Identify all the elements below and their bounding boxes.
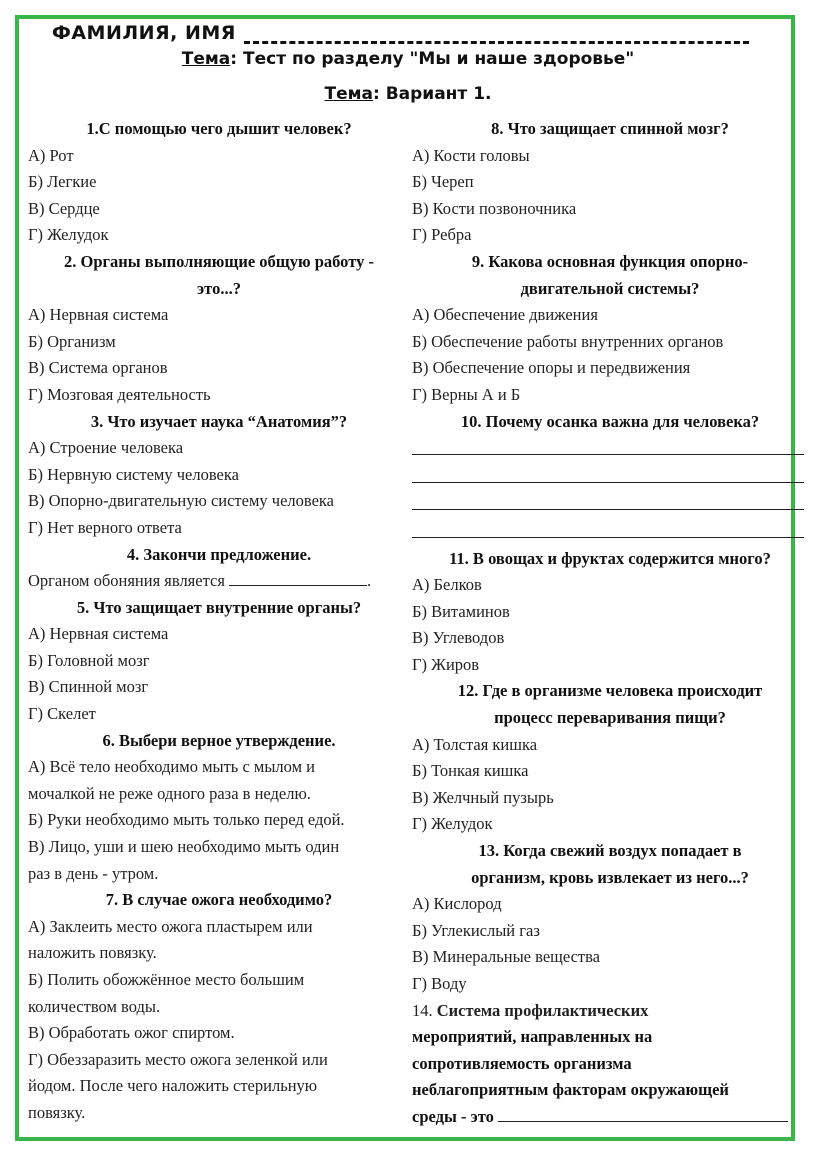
answer-option[interactable]: Б) Полить обожжённое место большим [28,970,305,989]
question-heading [412,998,808,1025]
answer-option[interactable]: Б) Нервную систему человека [28,464,239,484]
answer-option[interactable]: В) Спинной мозг [28,677,149,697]
answer-option[interactable]: мочалкой не реже одного раза в неделю. [28,783,311,803]
answer-option[interactable]: В) Минеральные вещества [412,947,601,967]
answer-blank-line[interactable] [412,435,804,455]
question-heading: мероприятий, направленных на [412,1027,653,1047]
answer-option[interactable]: количеством воды. [28,996,161,1016]
name-blank[interactable] [244,27,749,44]
question-heading: процесс переваривания пищи? [494,708,726,728]
fill-in-text: Органом обоняния является [28,571,225,591]
variant-heading [0,84,816,104]
answer-option[interactable]: А) Кости головы [412,145,530,165]
answer-option[interactable]: Б) Головной мозг [28,650,150,670]
topic-heading [0,49,816,69]
fill-in-end: . [367,571,372,591]
question-heading: 11. В овощах и фруктах содержится много? [449,548,771,568]
variant-word: Тема [324,84,373,104]
question-heading: двигательной системы? [520,278,700,298]
topic-word: Тема [181,49,231,69]
question-heading: 7. В случае ожога необходимо? [105,890,333,910]
answer-option[interactable]: Б) Тонкая кишка [412,761,529,781]
question-number: 14. [412,1000,437,1020]
fill-in-blank[interactable] [498,1107,788,1122]
answer-option[interactable]: Г) Нет верного ответа [28,517,182,537]
answer-option[interactable]: Б) Витаминов [412,601,510,621]
question-heading: это...? [197,278,241,298]
answer-option[interactable]: А) Обеспечение движения [412,305,598,325]
answer-option[interactable]: В) Углеводов [412,628,505,648]
answer-option[interactable]: Б) Руки необходимо мыть только перед едой. [28,810,345,830]
variant-text: : Вариант 1. [372,84,492,104]
answer-option[interactable]: Б) Череп [412,172,474,192]
question-heading: 5. Что защищает внутренние органы? [76,597,362,617]
answer-option[interactable]: Г) Скелет [28,704,96,724]
answer-option[interactable]: В) Кости позвоночника [412,198,577,218]
answer-blank-line[interactable] [412,518,804,538]
answer-blank-line[interactable] [412,463,804,483]
question-heading: сопротивляемость организма [412,1053,632,1073]
answer-option[interactable]: А) Рот [28,145,74,165]
answer-option[interactable]: В) Обеспечение опоры и передвижения [412,358,691,378]
fill-in-line [28,568,410,595]
question-heading: 12. Где в организме человека происходит [457,681,763,701]
answer-option[interactable]: В) Лицо, уши и шею необходимо мыть один [28,837,340,857]
question-heading: 6. Выбери верное утверждение. [102,730,336,750]
question-heading: 10. Почему осанка важна для человека? [460,411,760,431]
left-column [28,116,410,1127]
answer-option[interactable]: Б) Организм [28,331,116,351]
answer-option[interactable]: В) Сердце [28,198,100,218]
name-label: ФАМИЛИЯ, ИМЯ [52,22,236,44]
answer-option[interactable]: раз в день - утром. [28,863,159,883]
answer-option[interactable]: Б) Легкие [28,172,97,192]
answer-option[interactable]: А) Кислород [412,894,502,914]
answer-option[interactable]: А) Всё тело необходимо мыть с мылом и [28,757,315,777]
name-field[interactable] [52,22,772,46]
question-text: Система профилактических [436,1000,649,1020]
fill-in-line [412,1104,808,1131]
answer-option[interactable]: Г) Мозговая деятельность [28,384,211,404]
answer-option[interactable]: А) Толстая кишка [412,734,538,754]
fill-in-text: среды - это [412,1106,494,1126]
answer-option[interactable]: повязку. [28,1102,86,1122]
answer-option[interactable]: А) Заклеить место ожога пластырем или [28,916,313,936]
question-heading: 13. Когда свежий воздух попадает в [478,841,742,861]
question-heading: неблагоприятным факторам окружающей [412,1080,729,1100]
answer-option[interactable]: В) Опорно-двигательную систему человека [28,491,334,511]
answer-option[interactable]: Г) Верны А и Б [412,384,521,404]
question-heading: 2. Органы выполняющие общую работу - [64,251,374,271]
answer-option[interactable]: Б) Углекислый газ [412,920,540,940]
question-heading: 9. Какова основная функция опорно- [471,251,749,271]
answer-option[interactable]: А) Белков [412,575,482,595]
answer-option[interactable]: йодом. После чего наложить стерильную [28,1076,318,1096]
answer-option[interactable]: Г) Желудок [28,225,109,245]
answer-option[interactable]: В) Система органов [28,358,168,378]
answer-blank-line[interactable] [412,490,804,510]
topic-text: : Тест по разделу "Мы и наше здоровье" [230,49,635,69]
question-heading: 4. Закончи предложение. [126,544,312,564]
answer-option[interactable]: В) Желчный пузырь [412,787,554,807]
question-heading: 8. Что защищает спинной мозг? [491,119,729,138]
fill-in-blank[interactable] [229,571,367,586]
question-heading: организм, кровь извлекает из него...? [471,867,749,887]
right-column [412,116,808,1131]
answer-option[interactable]: Г) Желудок [412,814,493,834]
answer-option[interactable]: Б) Обеспечение работы внутренних органов [412,331,724,351]
answer-option[interactable]: наложить повязку. [28,943,157,963]
answer-option[interactable]: Г) Ребра [412,225,472,245]
answer-option[interactable]: Г) Обеззаразить место ожога зеленкой или [28,1049,328,1069]
answer-option[interactable]: А) Нервная система [28,305,169,325]
answer-option[interactable]: А) Строение человека [28,438,184,458]
answer-option[interactable]: В) Обработать ожог спиртом. [28,1023,235,1043]
answer-option[interactable]: А) Нервная система [28,624,169,644]
question-heading: 1.С помощью чего дышит человек? [86,119,352,138]
question-heading: 3. Что изучает наука “Анатомия”? [90,411,348,431]
answer-option[interactable]: Г) Воду [412,974,467,993]
answer-option[interactable]: Г) Жиров [412,654,480,674]
